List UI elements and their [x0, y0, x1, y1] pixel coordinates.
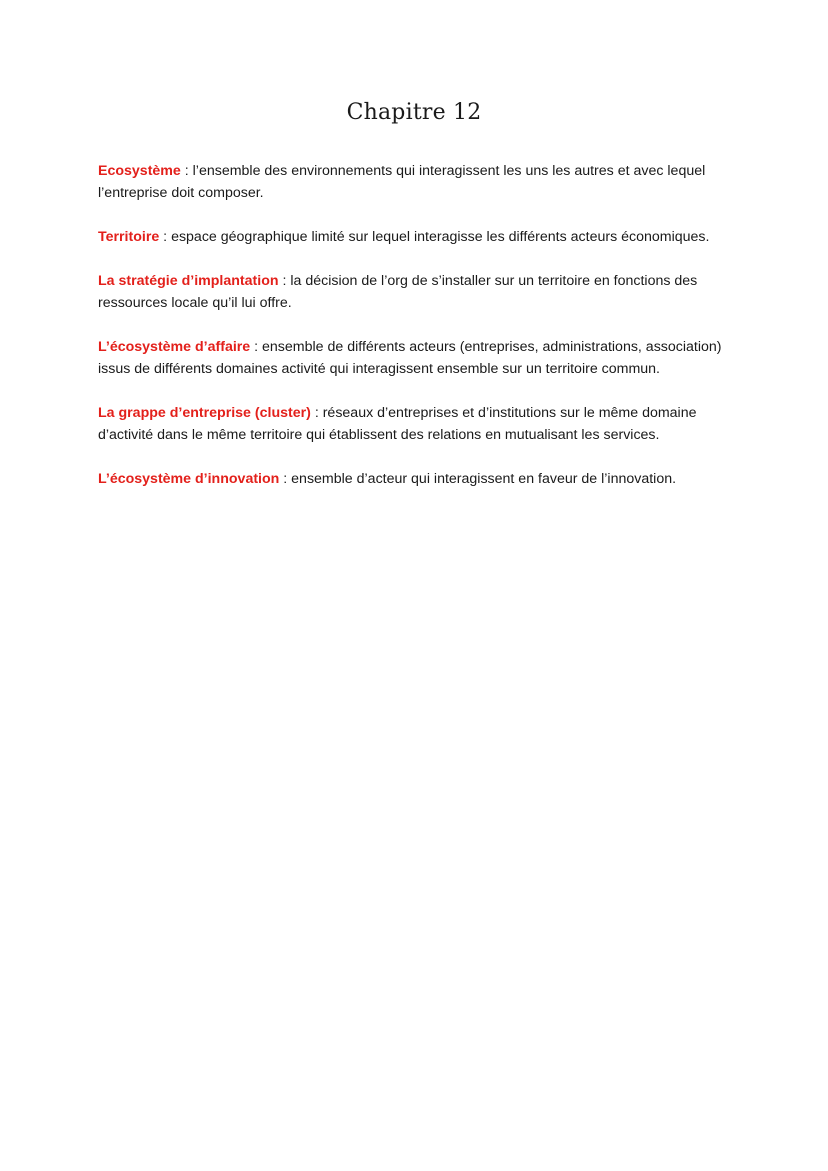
definition-item — [98, 402, 738, 446]
definition-separator: : — [279, 471, 292, 487]
definition-item — [98, 468, 738, 490]
definition-item — [98, 270, 738, 314]
definition-text: espace géographique limité sur lequel interagisse les différents acteurs économiques. — [171, 229, 710, 245]
definition-separator: : — [310, 405, 323, 421]
definition-separator: : — [250, 339, 263, 355]
definition-term: La stratégie d’implantation — [98, 273, 279, 289]
definition-item — [98, 336, 738, 380]
definition-text: ensemble de différents acteurs (entreprises, administrations, association) issus de différents domaines activité qui interagissent ensemble sur un territoire commun. — [98, 339, 722, 377]
definition-term: L’écosystème d’innovation — [98, 471, 280, 487]
definition-text: la décision de l’org de s’installer sur un territoire en fonctions des ressources locale qu’il lui offre. — [98, 273, 698, 311]
definition-separator: : — [180, 163, 193, 179]
definition-separator: : — [159, 229, 172, 245]
definition-text: réseaux d’entreprises et d’institutions sur le même domaine d’activité dans le même territoire qui établissent des relations en mutualisant les services. — [98, 405, 697, 443]
definition-text: l’ensemble des environnements qui interagissent les uns les autres et avec lequel l’entreprise doit composer. — [98, 163, 706, 201]
definition-term: Ecosystème — [98, 163, 181, 179]
definition-separator: : — [278, 273, 291, 289]
definition-term: L’écosystème d’affaire — [98, 339, 251, 355]
definition-term: La grappe d’entreprise (cluster) — [98, 405, 311, 421]
definition-text: ensemble d’acteur qui interagissent en faveur de l’innovation. — [291, 471, 677, 487]
definition-list — [98, 160, 738, 512]
definition-item — [98, 160, 738, 204]
page-title: Chapitre 12 — [346, 100, 482, 125]
definition-term: Territoire — [98, 229, 160, 245]
definition-item — [98, 226, 738, 248]
